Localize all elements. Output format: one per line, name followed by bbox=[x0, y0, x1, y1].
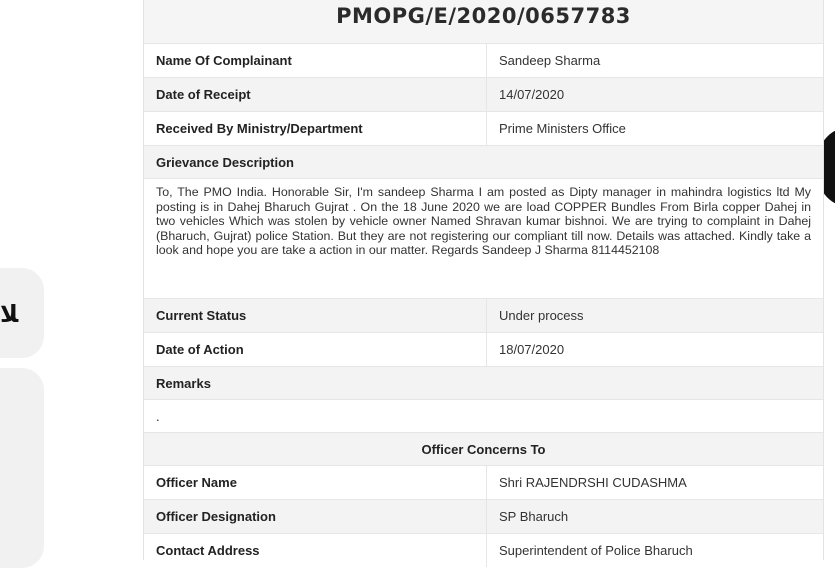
field-value: Sandeep Sharma bbox=[486, 44, 823, 77]
registration-number: PMOPG/E/2020/0657783 bbox=[336, 4, 631, 28]
field-value: 18/07/2020 bbox=[486, 333, 823, 366]
field-value: Prime Ministers Office bbox=[486, 112, 823, 145]
complainant-name-row bbox=[144, 43, 823, 77]
field-value: Shri RAJENDRSHI CUDASHMA bbox=[486, 466, 823, 499]
field-label: Officer Name bbox=[156, 475, 237, 490]
current-status-row bbox=[144, 298, 823, 332]
field-label: Contact Address bbox=[156, 543, 260, 558]
field-label: Current Status bbox=[156, 308, 247, 323]
field-label: Officer Designation bbox=[156, 509, 276, 524]
field-label: Received By Ministry/Department bbox=[156, 121, 363, 136]
field-label: Name Of Complainant bbox=[156, 53, 292, 68]
grievance-status-sheet bbox=[143, 0, 824, 560]
side-card-lower[interactable] bbox=[0, 368, 44, 568]
officer-section-title: Officer Concerns To bbox=[144, 432, 823, 465]
field-label: Date of Action bbox=[156, 342, 244, 357]
contact-address-row bbox=[144, 533, 823, 567]
field-value: Under process bbox=[486, 299, 823, 332]
field-value: SP Bharuch bbox=[486, 500, 823, 533]
side-card-glyph: ﻼ bbox=[0, 300, 19, 328]
field-value: Superintendent of Police Bharuch bbox=[486, 534, 823, 567]
remarks-value: . bbox=[144, 399, 823, 432]
grievance-description-label: Grievance Description bbox=[144, 145, 823, 178]
officer-name-row bbox=[144, 465, 823, 499]
field-label: Date of Receipt bbox=[156, 87, 251, 102]
officer-designation-row bbox=[144, 499, 823, 533]
received-by-row bbox=[144, 111, 823, 145]
field-value: 14/07/2020 bbox=[486, 78, 823, 111]
date-of-receipt-row bbox=[144, 77, 823, 111]
grievance-description-text: To, The PMO India. Honorable Sir, I'm sandeep Sharma I am posted as Dipty manager in mahindra logistics ltd My posting is in Dahej Bharuch Gujrat . On the 18 June 2020 we are load COPPER Bundles From Birla copper Dahej in two vehicles Which was stolen by vehicle owner Named Shravan kumar bishnoi. We are trying to complaint in Dahej (Bharuch, Gujrat) police Station. But they are not registering our compliant till now. Details was attached. Kindly take a look and hope you are take a action in our matter. Regards Sandeep J Sharma 8114452108 bbox=[144, 178, 823, 298]
remarks-label: Remarks bbox=[144, 366, 823, 399]
date-of-action-row bbox=[144, 332, 823, 366]
